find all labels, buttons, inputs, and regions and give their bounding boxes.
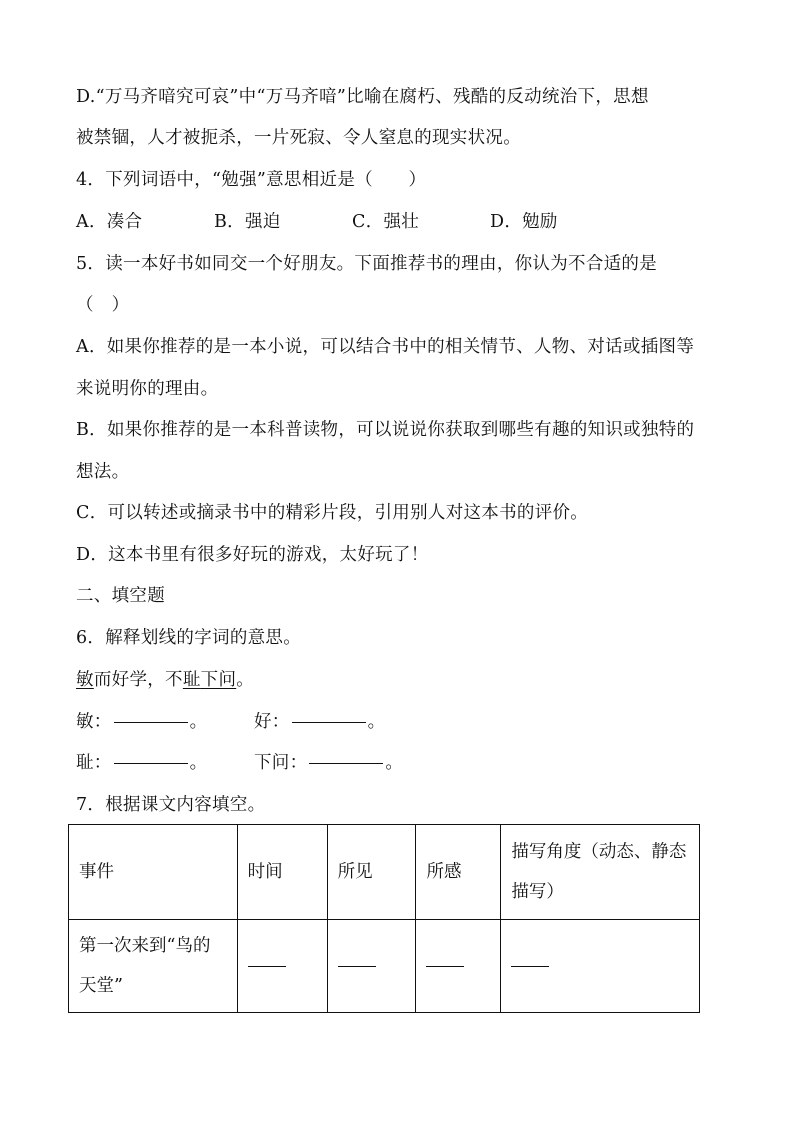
q6-period: 。 (189, 712, 208, 732)
q7-row1-event-line1: 第一次来到“鸟的 (79, 936, 211, 956)
q6-period: 。 (189, 753, 208, 773)
q7-row1-seen[interactable] (327, 920, 416, 1013)
q7-blank-felt[interactable] (426, 965, 464, 967)
q4-stem: 4．下列词语中，“勉强”意思相近是（ ） (76, 170, 427, 190)
q5-option-b-line1: B．如果你推荐的是一本科普读物，可以说说你获取到哪些有趣的知识或独特的 (76, 420, 695, 440)
q7-blank-seen[interactable] (338, 965, 376, 967)
q4-option-d: D．勉励 (490, 212, 558, 232)
q6-period: 。 (367, 712, 386, 732)
q5-option-a-line2: 来说明你的理由。 (76, 379, 219, 399)
q7-row1-time[interactable] (237, 920, 327, 1013)
q6-label-hao: 好： (254, 712, 290, 732)
q6-blank-xiawen[interactable] (309, 762, 383, 764)
q6-label-min: 敏： (76, 712, 112, 732)
q7-table-header-row (69, 825, 700, 920)
q7-header-seen: 所见 (327, 825, 416, 920)
q7-blank-time[interactable] (248, 965, 286, 967)
q6-label-xiawen: 下问： (254, 753, 308, 773)
q7-header-angle-line1: 描写角度（动态、静态 (511, 842, 687, 862)
q6-blank-min[interactable] (114, 721, 188, 723)
q6-row2 (76, 750, 403, 776)
q6-text-hao: 好 (111, 670, 130, 690)
q6-sentence (76, 667, 254, 693)
table-row (69, 920, 700, 1013)
q7-blank-angle[interactable] (511, 965, 549, 967)
q6-text-xue-bu: 学，不 (129, 670, 183, 690)
q7-header-time: 时间 (237, 825, 327, 920)
q5-stem-line1: 5．读一本好书如同交一个好朋友。下面推荐书的理由，你认为不合适的是 (76, 254, 658, 274)
q6-underlined-xiawen: 下问 (200, 670, 237, 690)
q6-stem: 6．解释划线的字词的意思。 (76, 628, 302, 648)
q7-header-angle-line2: 描写） (511, 882, 564, 902)
q6-text-er: 而 (93, 670, 112, 690)
q4-option-c: C．强壮 (352, 212, 420, 232)
q7-header-felt: 所感 (416, 825, 501, 920)
q6-text-period: 。 (236, 670, 255, 690)
q7-header-angle (501, 825, 700, 920)
q5-option-b-line2: 想法。 (76, 462, 130, 482)
q6-label-chi: 耻： (76, 753, 112, 773)
q4-option-b: B．强迫 (214, 212, 281, 232)
q7-stem: 7．根据课文内容填空。 (76, 795, 266, 815)
q5-option-a-line1: A．如果你推荐的是一本小说，可以结合书中的相关情节、人物、对话或插图等 (76, 337, 695, 357)
q6-underlined-chi: 耻 (182, 670, 201, 690)
q7-row1-event-line2: 天堂” (79, 976, 123, 996)
q6-period: 。 (385, 753, 404, 773)
q5-option-c: C．可以转述或摘录书中的精彩片段，引用别人对这本书的评价。 (76, 503, 589, 523)
q7-header-event: 事件 (69, 825, 238, 920)
q7-row1-felt[interactable] (416, 920, 501, 1013)
q7-table (68, 824, 700, 1013)
q4-option-a: A．凑合 (76, 212, 143, 232)
section-heading-fill-in: 二、填空题 (76, 586, 165, 606)
q6-row1 (76, 709, 385, 735)
q7-row1-angle[interactable] (501, 920, 700, 1013)
q6-blank-hao[interactable] (292, 721, 366, 723)
q6-underlined-min: 敏 (76, 670, 94, 690)
q7-row1-event (69, 920, 238, 1013)
q5-stem-line2: （ ） (76, 295, 130, 315)
q3-option-d-line1: D.“万马齐喑究可哀”中“万马齐喑”比喻在腐朽、残酷的反动统治下，思想 (76, 87, 649, 107)
q4-options (76, 209, 558, 235)
q3-option-d-line2: 被禁锢，人才被扼杀，一片死寂、令人窒息的现实状况。 (76, 128, 521, 148)
q5-option-d: D．这本书里有很多好玩的游戏，太好玩了！ (76, 545, 429, 565)
q6-blank-chi[interactable] (114, 762, 188, 764)
